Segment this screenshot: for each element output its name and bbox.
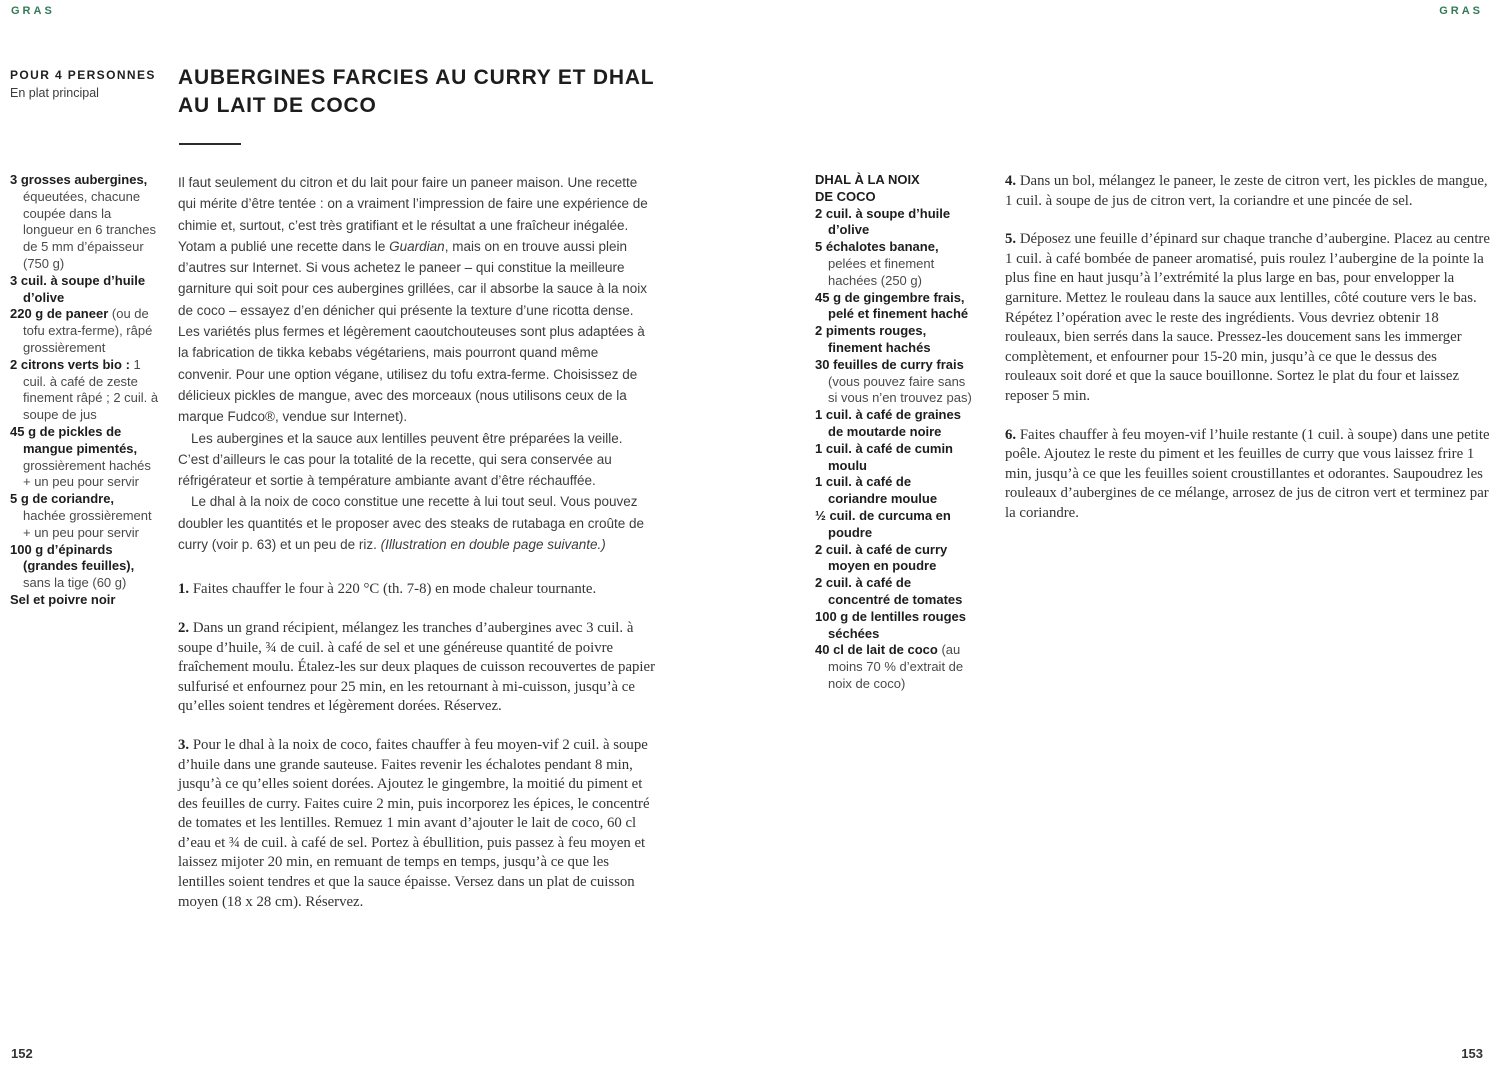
intro-paragraph [178, 172, 656, 428]
ingredient-item [815, 407, 973, 441]
recipe-step [178, 619, 656, 717]
ingredient-detail: (ou de tofu extra-ferme), râpé grossièrement [23, 306, 153, 355]
step-number: 5. [1005, 231, 1017, 248]
step-number: 2. [178, 619, 190, 636]
step-text: Déposez une feuille d’épinard sur chaque tranche d’aubergine. Placez au centre 1 cuil. à café bombée de paneer aromatisé, puis roulez l’aubergine de la pointe la plus fine en haut jusqu’à l’extrémité la plus large en bas, pour envelopper la garniture. Mettez le rouleau dans la sauce aux lentilles, côté couture vers le bas. Répétez l’opération avec le reste des ingrédients. Vous devriez obtenir 18 rouleaux, bien serrés dans la sauce. Pressez-les doucement sans les immerger complètement, et enfourner pour 15-20 min, jusqu’à ce que le dessus des rouleaux soit doré et que la sauce bouillonne. Sortez le plat du four et laissez reposer 5 min. [1005, 231, 1490, 404]
ingredient-detail: 1 cuil. à café de zeste finement râpé ; 2 cuil. à soupe de jus [23, 356, 159, 423]
running-head-left: GRAS [11, 5, 55, 17]
ingredient-item [815, 575, 973, 609]
ingredient-name: 2 cuil. à soupe d’huile d’olive [815, 205, 951, 238]
step-number: 3. [178, 736, 190, 753]
ingredient-item [815, 508, 973, 542]
steps-left [178, 580, 656, 912]
intro-text: Il faut seulement du citron et du lait pour faire un paneer maison. Une recette qui mérite d’être tentée : on a vraiment l’impression de faire une expérience de chimie et, surtout, c’est très gratifiant et le résultat a une fraîcheur inégalée. Yotam a publié une recette dans le [178, 175, 648, 254]
ingredient-detail: (vous pouvez faire sans si vous n’en trouvez pas) [828, 373, 972, 406]
ingredient-item [815, 323, 973, 357]
subrecipe-title-line2: DE COCO [815, 188, 876, 204]
intro-paragraphs [178, 172, 656, 555]
ingredient-item [10, 172, 160, 273]
intro-text: Le dhal à la noix de coco constitue une recette à lui tout seul. Vous pouvez doubler les quantités et le proposer avec des steaks de rutabaga en croûte de curry (voir p. 63) et un peu de riz. [178, 494, 645, 553]
ingredient-detail: grossièrement hachés + un peu pour servir [23, 457, 151, 490]
ingredient-item [815, 441, 973, 475]
intro-italic: Guardian [389, 238, 445, 254]
ingredient-detail: hachée grossièrement + un peu pour servir [23, 507, 152, 540]
left-page-body [178, 172, 656, 912]
course-label: En plat principal [10, 86, 99, 100]
running-head-right: GRAS [1439, 5, 1483, 17]
recipe-step [1005, 426, 1491, 524]
ingredient-name: 45 g de pickles de mangue pimentés, [10, 423, 138, 456]
intro-italic: (Illustration en double page suivante.) [380, 537, 606, 553]
ingredient-name: 1 cuil. à café de cumin moulu [815, 440, 953, 473]
recipe-step [1005, 172, 1491, 211]
ingredient-name: 45 g de gingembre frais, pelé et finement haché [815, 289, 969, 322]
ingredient-name: 220 g de paneer [10, 306, 109, 322]
recipe-step [1005, 230, 1491, 406]
ingredient-name: ½ cuil. de curcuma en poudre [815, 507, 951, 540]
intro-paragraph [178, 428, 656, 492]
ingredient-detail: sans la tige (60 g) [23, 575, 127, 591]
step-text: Faites chauffer le four à 220 °C (th. 7-8) en mode chaleur tournante. [192, 581, 597, 598]
ingredient-list-main [10, 172, 160, 609]
ingredient-item [815, 542, 973, 576]
ingredient-name: 2 piments rouges, finement hachés [815, 323, 931, 355]
step-number: 6. [1005, 426, 1017, 443]
serves-block [10, 68, 170, 100]
recipe-title-line2: AU LAIT DE COCO [178, 94, 377, 117]
ingredient-name: 30 feuilles de curry frais [815, 356, 964, 372]
ingredient-name: Sel et poivre noir [10, 591, 116, 607]
ingredient-item [815, 290, 973, 324]
page-number-left: 152 [11, 1046, 33, 1061]
ingredient-name: 5 échalotes banane, [815, 239, 939, 255]
steps-right [1005, 172, 1491, 524]
ingredient-name: 3 cuil. à soupe d’huile d’olive [10, 272, 146, 305]
step-number: 4. [1005, 173, 1017, 189]
ingredient-item [815, 474, 973, 508]
ingredient-item [815, 239, 973, 289]
ingredient-name: 2 citrons verts bio : [10, 356, 130, 372]
ingredient-item [815, 642, 973, 692]
ingredient-item [10, 273, 160, 307]
ingredient-item [10, 592, 160, 609]
ingredient-name: 2 cuil. à café de curry moyen en poudre [815, 541, 948, 574]
ingredient-name: 2 cuil. à café de concentré de tomates [815, 575, 963, 607]
step-text: Dans un bol, mélangez le paneer, le zeste de citron vert, les pickles de mangue, 1 cuil. à soupe de jus de citron vert, la coriandre et une pincée de sel. [1005, 173, 1488, 209]
ingredient-list-dhal-items [815, 206, 973, 693]
title-divider [179, 143, 241, 145]
ingredient-item [10, 357, 160, 424]
step-text: Pour le dhal à la noix de coco, faites chauffer à feu moyen-vif 2 cuil. à soupe d’huile dans une grande sauteuse. Faites revenir les échalotes pendant 8 min, jusqu’à ce qu’elles soient dorées. Ajoutez le gingembre, la moitié du piment et des feuilles de curry. Faites cuire 2 min, puis incorporez les épices, le concentré de tomates et les lentilles. Remuez 1 min avant d’ajouter le lait de coco, 60 cl d’eau et ¾ de cuil. à café de sel. Portez à ébullition, puis passez à feu moyen et laissez mijoter 20 min, en remuant de temps en temps, jusqu’à ce que les lentilles soient tendres et que la sauce épaisse. Versez dans un plat de cuisson moyen (18 x 28 cm). Réservez. [178, 736, 650, 910]
page-number-right: 153 [1461, 1046, 1483, 1061]
recipe-title-line1: AUBERGINES FARCIES AU CURRY ET DHAL [178, 66, 655, 89]
ingredient-detail: équeutées, chacune coupée dans la longueur en 6 tranches de 5 mm d’épaisseur (750 g) [23, 188, 156, 271]
ingredient-name: 1 cuil. à café de coriandre moulue [815, 474, 938, 507]
recipe-title [178, 64, 718, 120]
ingredient-item [10, 306, 160, 356]
ingredient-detail: (au moins 70 % d’extrait de noix de coco) [828, 642, 964, 691]
ingredient-item [815, 609, 973, 643]
step-text: Faites chauffer à feu moyen-vif l’huile restante (1 cuil. à soupe) dans une petite poêle. Ajoutez le reste du piment et les feuilles de curry que vous laissez frire 1 min, jusqu’à ce que les feuilles soient croustillantes et odorantes. Saupoudrez les rouleaux d’aubergines de ce mélange, arrosez de jus de citron vert et terminez par la coriandre. [1005, 426, 1490, 521]
intro-paragraph [178, 491, 656, 555]
serves-label: POUR 4 PERSONNES [10, 68, 156, 82]
subrecipe-title-line1: DHAL À LA NOIX [815, 172, 920, 187]
ingredient-item [10, 491, 160, 541]
ingredient-item [10, 424, 160, 491]
step-number: 1. [178, 581, 190, 598]
ingredient-name: 5 g de coriandre, [10, 491, 115, 507]
ingredient-item [10, 542, 160, 592]
ingredient-item [815, 206, 973, 240]
ingredient-detail: pelées et finement hachées (250 g) [828, 255, 935, 288]
ingredient-name: 100 g de lentilles rouges séchées [815, 608, 966, 641]
ingredient-list-dhal [815, 172, 973, 693]
step-text: Dans un grand récipient, mélangez les tranches d’aubergines avec 3 cuil. à soupe d’huile, ¾ de cuil. à café de sel et une généreuse quantité de poivre fraîchement moulu. Étalez-les sur deux plaques de cuisson recouvertes de papier sulfurisé et enfournez pour 25 min, en les retournant à mi-cuisson, jusqu’à ce qu’elles soient tendres et légèrement dorées. Réservez. [178, 619, 656, 715]
intro-text: Les aubergines et la sauce aux lentilles peuvent être préparées la veille. C’est d’ailleurs le cas pour la totalité de la recette, qui sera conservée au réfrigérateur et sortie à température ambiante avant d’être réchauffée. [178, 430, 623, 489]
recipe-step [178, 580, 656, 600]
ingredient-name: 40 cl de lait de coco [815, 642, 938, 658]
ingredient-name: 1 cuil. à café de graines de moutarde noire [815, 407, 961, 439]
ingredient-name: 100 g d’épinards (grandes feuilles), [10, 541, 135, 574]
recipe-step [178, 736, 656, 912]
ingredient-item [815, 357, 973, 407]
intro-text-after: , mais on en trouve aussi plein d’autres sur Internet. Si vous achetez le paneer – qui constitue la meilleure garniture qui soit pour ces aubergines grillées, car il absorbe la sauce à la noix de coco – essayez d’en dénicher qui présente la texture d’une ricotta dense. Les variétés plus fermes et légèrement caoutchouteuses sont plus adaptées à la fabrication de tikka kebabs végétariens, mais pourront quand même convenir. Pour une option végane, utilisez du tofu extra-ferme. Choisissez de délicieux pickles de mangue, avec des morceaux (nous utilisons ceux de la marque Fudco®, vendue sur Internet). [178, 238, 648, 425]
ingredient-name: 3 grosses aubergines, [10, 172, 148, 187]
